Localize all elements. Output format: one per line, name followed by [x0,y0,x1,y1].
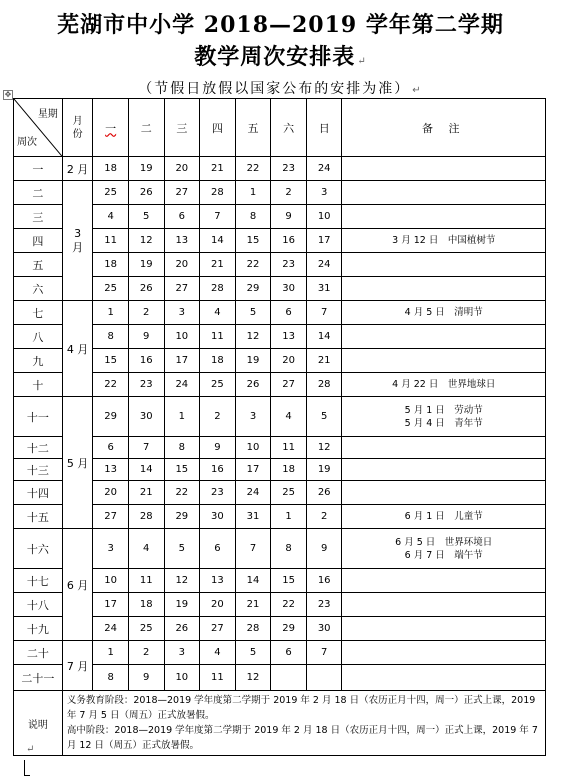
day-cell: 1 [235,181,271,205]
month-header: 月 份 [62,99,93,157]
day-cell: 1 [93,301,129,325]
day-cell: 18 [93,157,129,181]
day-cell: 27 [164,181,200,205]
day-cell: 26 [128,181,164,205]
week-row [14,157,546,181]
day-cell [306,665,342,691]
day-cell: 30 [128,397,164,437]
note-cell [342,397,546,437]
month-cell: 7 月 [62,641,93,691]
day-cell: 16 [271,229,307,253]
day-cell: 20 [271,349,307,373]
day-cell: 10 [164,665,200,691]
day-header-tue: 二 [128,99,164,157]
week-row [14,349,546,373]
day-cell: 7 [306,641,342,665]
day-cell: 22 [235,157,271,181]
document-title-line2: 教学周次安排表 ↵ [194,44,367,70]
week-number: 十三 [14,459,63,481]
note-line: 3 月 12 日 中国植树节 [392,235,496,246]
day-cell: 11 [93,229,129,253]
day-cell: 28 [306,373,342,397]
day-cell: 3 [93,529,129,569]
day-cell: 28 [200,181,236,205]
day-cell: 25 [93,277,129,301]
note-line: 6 月 1 日 儿童节 [404,511,483,522]
week-row [14,617,546,641]
day-cell: 18 [128,593,164,617]
day-cell: 30 [271,277,307,301]
day-cell: 27 [164,277,200,301]
day-cell: 22 [93,373,129,397]
week-row [14,437,546,459]
week-number: 九 [14,349,63,373]
day-cell: 3 [164,301,200,325]
day-cell: 15 [93,349,129,373]
note-cell [342,373,546,397]
day-cell: 22 [164,481,200,505]
week-row [14,277,546,301]
day-header-wed: 三 [164,99,200,157]
day-cell: 21 [200,253,236,277]
paragraph-mark: ↵ [26,744,35,755]
note-line: 5 月 1 日 劳动节 [404,404,483,416]
week-label: 周次 [17,137,37,148]
note-cell [342,569,546,593]
day-cell: 17 [164,349,200,373]
diagonal-header-cell [14,99,63,157]
day-cell: 22 [235,253,271,277]
day-cell: 21 [128,481,164,505]
day-cell: 23 [200,481,236,505]
day-cell: 26 [306,481,342,505]
day-cell: 17 [235,459,271,481]
week-number: 十二 [14,437,63,459]
day-cell: 25 [93,181,129,205]
day-cell: 20 [164,157,200,181]
day-cell: 2 [306,505,342,529]
week-row [14,181,546,205]
text-cursor [24,760,25,776]
day-cell: 2 [128,641,164,665]
day-cell: 4 [200,641,236,665]
week-number: 二 [14,181,63,205]
day-cell: 27 [93,505,129,529]
day-cell: 4 [93,205,129,229]
note-cell [342,229,546,253]
note-cell [342,277,546,301]
day-cell: 13 [271,325,307,349]
day-cell: 14 [306,325,342,349]
note-line: 5 月 4 日 青年节 [404,417,483,429]
note-cell [342,157,546,181]
text-cursor-base [24,775,30,776]
day-cell: 6 [271,641,307,665]
day-cell: 1 [164,397,200,437]
day-cell: 3 [235,397,271,437]
day-cell: 11 [200,665,236,691]
day-cell: 14 [200,229,236,253]
day-header-mon: 一 [93,99,129,157]
day-cell: 6 [93,437,129,459]
day-cell: 2 [271,181,307,205]
day-cell: 6 [200,529,236,569]
day-cell: 18 [200,349,236,373]
day-cell: 9 [306,529,342,569]
day-cell: 6 [164,205,200,229]
day-cell: 23 [306,593,342,617]
day-cell: 24 [164,373,200,397]
day-cell: 5 [235,301,271,325]
day-header-sat: 六 [271,99,307,157]
week-number: 一 [14,157,63,181]
day-cell: 10 [235,437,271,459]
explanation-highschool: 高中阶段：2018—2019 学年度第二学期于 2019 年 2 月 18 日（农历正月十四，周一）正式上课，2019 年 7 月 12 日（周五）正式放暑假。 [66,725,538,751]
day-cell: 22 [271,593,307,617]
day-cell: 21 [235,593,271,617]
table-move-handle-icon[interactable]: ✥ [4,90,12,99]
day-cell: 16 [306,569,342,593]
document-subtitle: （节假日放假以国家公布的安排为准） ↵ [138,81,423,97]
day-cell: 15 [271,569,307,593]
day-cell: 29 [271,617,307,641]
day-cell: 11 [200,325,236,349]
week-row [14,325,546,349]
day-cell: 19 [128,253,164,277]
note-line: 4 月 5 日 清明节 [404,307,483,318]
day-cell: 11 [128,569,164,593]
day-cell: 1 [93,641,129,665]
week-row [14,205,546,229]
day-cell: 13 [93,459,129,481]
week-number: 五 [14,253,63,277]
note-line: 6 月 5 日 世界环境日 [395,536,493,548]
note-line: 6 月 7 日 端午节 [404,549,483,561]
week-row [14,593,546,617]
day-cell: 19 [164,593,200,617]
day-cell: 13 [164,229,200,253]
day-header-thu: 四 [200,99,236,157]
day-cell: 7 [200,205,236,229]
day-cell: 16 [128,349,164,373]
day-cell: 14 [235,569,271,593]
note-cell [342,505,546,529]
day-cell: 7 [306,301,342,325]
day-cell: 8 [93,325,129,349]
header-row [14,99,546,157]
day-cell: 29 [93,397,129,437]
day-cell: 9 [128,325,164,349]
day-cell: 18 [271,459,307,481]
explanation-label: 说明 [14,691,63,756]
day-header-sun: 日 [306,99,342,157]
note-cell [342,641,546,665]
day-cell: 10 [164,325,200,349]
note-cell [342,593,546,617]
note-cell [342,349,546,373]
week-row [14,229,546,253]
day-cell: 28 [235,617,271,641]
note-cell [342,617,546,641]
day-cell: 19 [235,349,271,373]
month-cell: 4 月 [62,301,93,397]
day-cell: 5 [128,205,164,229]
day-cell: 7 [235,529,271,569]
note-line: 4 月 22 日 世界地球日 [392,379,496,390]
day-cell: 5 [164,529,200,569]
day-cell: 4 [271,397,307,437]
day-cell: 8 [164,437,200,459]
week-row [14,481,546,505]
day-cell: 25 [128,617,164,641]
day-cell: 18 [93,253,129,277]
week-number: 七 [14,301,63,325]
week-row [14,301,546,325]
day-cell: 9 [271,205,307,229]
day-cell: 12 [164,569,200,593]
day-cell: 8 [93,665,129,691]
week-number: 十八 [14,593,63,617]
day-cell: 27 [271,373,307,397]
day-cell: 14 [128,459,164,481]
week-row [14,253,546,277]
day-header-fri: 五 [235,99,271,157]
week-number: 八 [14,325,63,349]
day-cell: 12 [128,229,164,253]
week-number: 二十 [14,641,63,665]
day-cell: 8 [271,529,307,569]
day-cell: 29 [235,277,271,301]
day-cell: 16 [200,459,236,481]
day-cell: 3 [306,181,342,205]
week-number: 三 [14,205,63,229]
day-cell: 1 [271,505,307,529]
explanation-compulsory: 义务教育阶段：2018—2019 学年度第二学期于 2019 年 2 月 18 日（农历正月十四，周一）正式上课，2019 年 7 月 5 日（周五）正式放暑假。 [66,695,536,721]
explanation-row [14,691,546,756]
day-cell: 19 [306,459,342,481]
week-number: 十一 [14,397,63,437]
day-cell: 23 [128,373,164,397]
week-number: 十九 [14,617,63,641]
week-row [14,641,546,665]
day-cell: 24 [93,617,129,641]
day-cell: 23 [271,253,307,277]
week-number: 二十一 [14,665,63,691]
week-number: 四 [14,229,63,253]
day-cell: 27 [200,617,236,641]
week-number: 十六 [14,529,63,569]
week-number: 六 [14,277,63,301]
day-cell: 12 [235,325,271,349]
day-cell: 9 [200,437,236,459]
month-cell: 3 月 [62,181,93,301]
day-cell: 30 [306,617,342,641]
day-cell: 15 [235,229,271,253]
note-cell [342,301,546,325]
day-cell: 2 [200,397,236,437]
day-cell: 20 [93,481,129,505]
note-cell [342,665,546,691]
day-cell: 3 [164,641,200,665]
month-cell: 6 月 [62,529,93,641]
note-cell [342,481,546,505]
month-cell: 2 月 [62,157,93,181]
day-cell: 28 [200,277,236,301]
notes-header: 备 注 [342,99,546,157]
note-cell [342,437,546,459]
note-cell [342,253,546,277]
day-cell: 5 [235,641,271,665]
day-cell: 17 [306,229,342,253]
day-cell: 7 [128,437,164,459]
week-row [14,397,546,437]
schedule-table [13,98,546,756]
week-row [14,569,546,593]
note-cell [342,181,546,205]
day-cell: 24 [306,157,342,181]
day-cell: 11 [271,437,307,459]
month-cell: 5 月 [62,397,93,529]
weekday-label: 星期 [37,109,58,120]
day-cell: 31 [306,277,342,301]
day-cell: 5 [306,397,342,437]
day-cell: 19 [128,157,164,181]
week-row [14,665,546,691]
day-cell: 17 [93,593,129,617]
week-row [14,459,546,481]
day-cell: 4 [128,529,164,569]
day-cell: 23 [271,157,307,181]
note-cell [342,459,546,481]
week-number: 十 [14,373,63,397]
day-cell: 25 [271,481,307,505]
day-cell: 9 [128,665,164,691]
week-row [14,505,546,529]
day-cell: 30 [200,505,236,529]
week-number: 十五 [14,505,63,529]
day-cell: 21 [200,157,236,181]
day-cell: 20 [200,593,236,617]
note-cell [342,529,546,569]
day-cell: 12 [306,437,342,459]
day-cell: 2 [128,301,164,325]
day-cell: 13 [200,569,236,593]
note-cell [342,325,546,349]
week-row [14,373,546,397]
day-cell: 21 [306,349,342,373]
week-number: 十四 [14,481,63,505]
week-row [14,529,546,569]
day-cell: 20 [164,253,200,277]
day-cell: 29 [164,505,200,529]
day-cell: 26 [235,373,271,397]
day-cell: 4 [200,301,236,325]
day-cell: 15 [164,459,200,481]
day-cell: 26 [128,277,164,301]
day-cell: 24 [235,481,271,505]
note-cell [342,205,546,229]
day-cell: 31 [235,505,271,529]
explanation-text [62,691,545,756]
day-cell [271,665,307,691]
day-cell: 28 [128,505,164,529]
document-title-line1: 芜湖市中小学 2018—2019 学年第二学期 [57,12,504,38]
week-number: 十七 [14,569,63,593]
day-cell: 26 [164,617,200,641]
day-cell: 25 [200,373,236,397]
day-cell: 8 [235,205,271,229]
day-cell: 12 [235,665,271,691]
day-cell: 10 [306,205,342,229]
day-cell: 6 [271,301,307,325]
day-cell: 10 [93,569,129,593]
day-cell: 24 [306,253,342,277]
